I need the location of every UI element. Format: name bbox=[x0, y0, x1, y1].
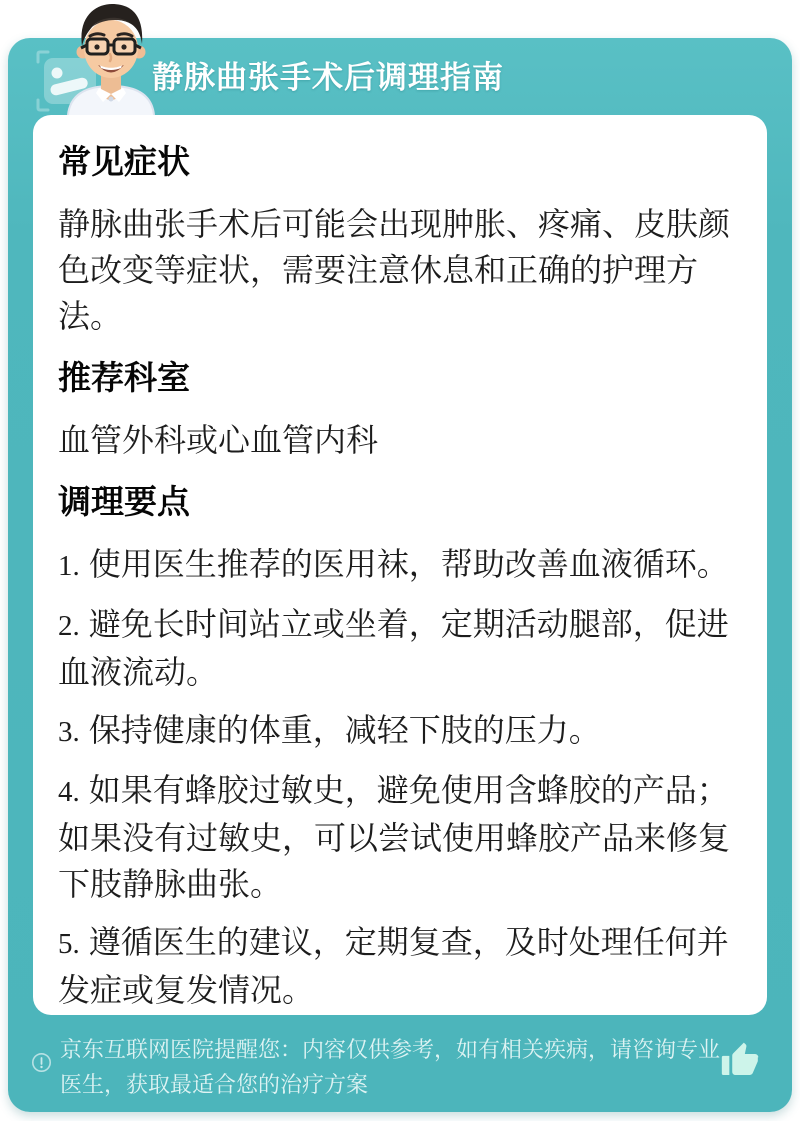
guide-content-card bbox=[33, 115, 767, 1015]
section-heading-department: 推荐科室 bbox=[58, 359, 190, 396]
info-icon bbox=[31, 1052, 52, 1078]
tip-text: 保持健康的体重，减轻下肢的压力。 bbox=[88, 712, 601, 748]
tip-number: 1. bbox=[58, 550, 80, 582]
tip-item-1 bbox=[58, 541, 747, 589]
tip-number: 4. bbox=[58, 776, 80, 808]
section-heading-tips: 调理要点 bbox=[58, 483, 190, 520]
symptoms-paragraph: 静脉曲张手术后可能会出现肿胀、疼痛、皮肤颜色改变等症状，需要注意休息和正确的护理方法。 bbox=[58, 206, 731, 334]
department-text: 血管外科或心血管内科 bbox=[58, 422, 379, 458]
tip-item-4 bbox=[58, 767, 747, 907]
tip-text: 使用医生推荐的医用袜，帮助改善血液循环。 bbox=[88, 546, 729, 582]
tip-number: 5. bbox=[58, 928, 80, 960]
thumbs-up-icon[interactable] bbox=[720, 1040, 760, 1080]
section-heading-symptoms: 常见症状 bbox=[58, 143, 190, 180]
disclaimer-text: 京东互联网医院提醒您：内容仅供参考，如有相关疾病，请咨询专业医生，获取最适合您的治疗方案 bbox=[60, 1037, 721, 1097]
page-title: 静脉曲张手术后调理指南 bbox=[152, 60, 504, 95]
tip-item-5 bbox=[58, 919, 747, 1013]
tip-text: 遵循医生的建议，定期复查，及时处理任何并发症或复发情况。 bbox=[58, 924, 729, 1008]
tip-item-3 bbox=[58, 707, 747, 755]
tip-number: 2. bbox=[58, 610, 80, 642]
tip-number: 3. bbox=[58, 716, 80, 748]
tip-text: 避免长时间站立或坐着，定期活动腿部，促进血液流动。 bbox=[58, 606, 729, 690]
tip-item-2 bbox=[58, 601, 747, 695]
tip-text: 如果有蜂胶过敏史，避免使用含蜂胶的产品；如果没有过敏史，可以尝试使用蜂胶产品来修复下肢静脉曲张。 bbox=[58, 772, 731, 902]
